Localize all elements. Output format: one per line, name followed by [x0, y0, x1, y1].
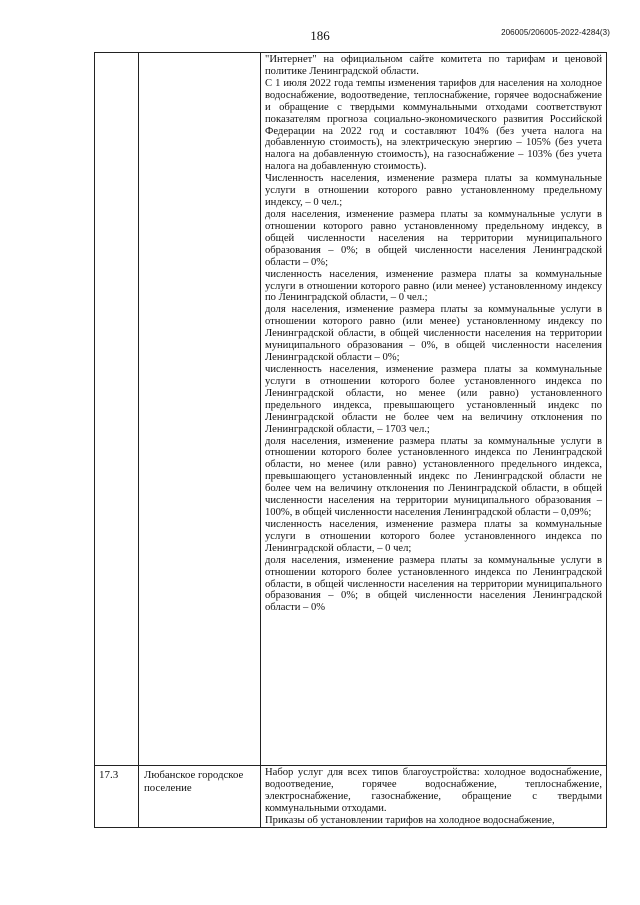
row-number — [95, 53, 138, 59]
municipality-name — [139, 53, 260, 59]
paragraph: С 1 июля 2022 года темпы изменения тарифов для населения на холодное водоснабжение, водоотведение, теплоснабжение, горячее водоснабжение и обращение с твердыми коммунальными отходами соответствуют показателям прогноза социально-экономического развития Российской Федерации на 2022 год и составляют 104% (без учета налога на добавленную стоимость), на электрическую энергию – 105% (без учета налога на добавленную стоимость), на газоснабжение – 103% (без учета налога на добавленную стоимость). — [265, 77, 602, 173]
description-cell — [261, 766, 607, 828]
row-number-cell — [95, 766, 139, 828]
paragraph: "Интернет" на официальном сайте комитета по тарифам и ценовой политике Ленинградской области. — [265, 54, 602, 77]
table-row — [95, 766, 607, 828]
paragraph: доля населения, изменение размера платы за коммунальные услуги в отношении которого более установленного индекса по Ленинградской области, в общей численности населения на территории муниципального образования – 0%; в общей численности населения Ленинградской области – 0% — [265, 554, 602, 614]
paragraph: численность населения, изменение размера платы за коммунальные услуги в отношении которого равно (или менее) установленному индексу по Ленинградской области, – 0 чел.; — [265, 268, 602, 304]
municipality-cell — [139, 53, 261, 766]
municipality-name: Любанское городское поселение — [144, 769, 244, 794]
paragraph: Численность населения, изменение размера платы за коммунальные услуги в отношении которого равно установленному предельному индексу, – 0 чел.; — [265, 173, 602, 209]
row-number-cell — [95, 53, 139, 766]
paragraph: доля населения, изменение размера платы за коммунальные услуги в отношении которого более установленного индекса по Ленинградской области, но менее (или равно) установленного предельного индекса, превышающего установленный индекс по Ленинградской области не более чем на величину отклонения по Ленинградской области, в общей численности населения на территории муниципального образования – 100%, в общей численности населения Ленинградской области – 0,09%; — [265, 435, 602, 519]
document-number: 206005/206005-2022-4284(3) — [501, 28, 610, 37]
municipality-cell — [139, 766, 261, 828]
row-number: 17.3 — [99, 769, 119, 781]
paragraph: численность населения, изменение размера платы за коммунальные услуги в отношении которого более установленного индекса по Ленинградской области, но менее (или равно) установленного предельного индекса, превышающего установленный индекс по Ленинградской области не более чем на величину отклонения по Ленинградской области, – 1703 чел.; — [265, 363, 602, 435]
document-table — [94, 52, 607, 828]
description-cell — [261, 53, 607, 766]
table-row — [95, 53, 607, 766]
paragraph: доля населения, изменение размера платы за коммунальные услуги в отношении которого равно установленному предельному индексу, в общей численности населения на территории муниципального образования – 0%; в общей численности населения Ленинградской области – 0%; — [265, 208, 602, 268]
paragraph: Набор услуг для всех типов благоустройства: холодное водоснабжение, водоотведение, горячее водоснабжение, теплоснабжение, электроснабжение, газоснабжение, обращение с твердыми коммунальными отходами. — [265, 767, 602, 814]
paragraph: доля населения, изменение размера платы за коммунальные услуги в отношении которого равно (или менее) установленному индексу по Ленинградской области, в общей численности населения на территории муниципального образования – 0%, в общей численности населения Ленинградской области – 0%; — [265, 304, 602, 364]
page-number: 186 — [310, 28, 330, 43]
paragraph: численность населения, изменение размера платы за коммунальные услуги в отношении которого более установленного индекса по Ленинградской области, – 0 чел; — [265, 518, 602, 554]
paragraph: Приказы об установлении тарифов на холодное водоснабжение, — [265, 814, 555, 826]
